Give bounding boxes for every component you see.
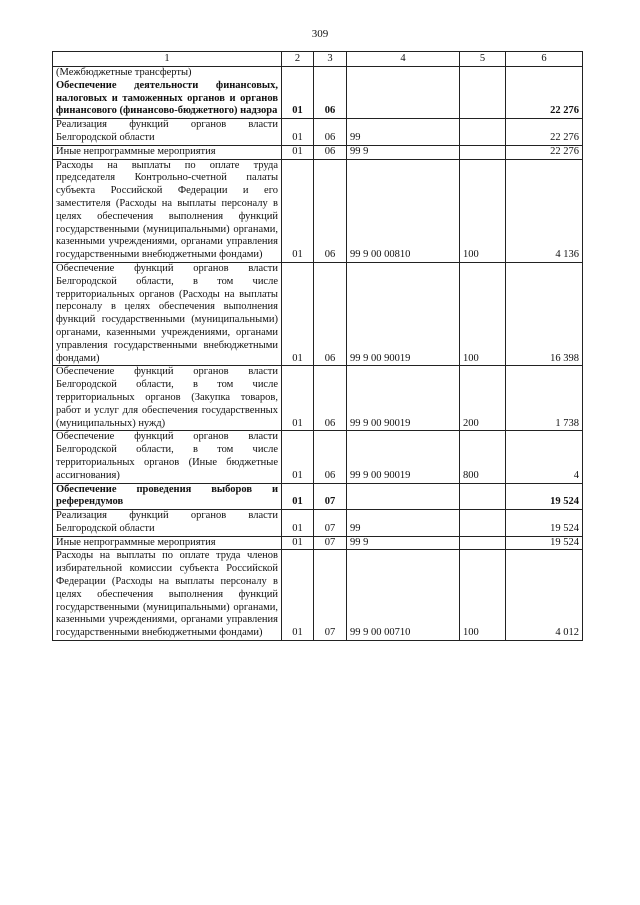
row-description [53,550,282,641]
row-c2-value: 01 [282,550,314,641]
row-description [53,262,282,365]
row-c3-value: 07 [314,550,347,641]
row-c6-value: 22 276 [506,119,583,146]
row-c2-value: 01 [282,159,314,262]
row-c3-value: 07 [314,483,347,510]
row-c4-value: 99 [347,119,460,146]
row-c4-value: 99 9 [347,536,460,550]
row-c5-value: 800 [460,431,506,483]
row-c6-value: 4 012 [506,550,583,641]
row-c6-value: 4 136 [506,159,583,262]
row-c4-value: 99 [347,510,460,537]
description-text: Обеспечение функций органов власти Белгородской области, в том числе территориальных органов (Расходы на выплаты персоналу в целях обеспечения выполнения функций государственными (муниципальными) органами, казенными учреждениями, органами управления государственными внебюджетными фондами) [56,262,278,364]
row-description [53,145,282,159]
row-c5-value [460,483,506,510]
row-c4-value: 99 9 00 00810 [347,159,460,262]
table-header-row [53,52,583,67]
description-text: Обеспечение функций органов власти Белгородской области, в том числе территориальных органов (Иные бюджетные ассигнования) [56,431,278,481]
row-description [53,366,282,431]
row-c2-value: 01 [282,536,314,550]
row-c4-value: 99 9 00 90019 [347,262,460,365]
row-c3-value: 07 [314,510,347,537]
row-c2-value: 01 [282,431,314,483]
table-row [53,262,583,365]
table-row [53,119,583,146]
table-row [53,431,583,483]
description-text: Реализация функций органов власти Белгородской области [56,119,278,143]
page-number: 309 [311,28,329,40]
row-c3-value: 07 [314,536,347,550]
row-c6-value: 1 738 [506,366,583,431]
row-c3-value: 06 [314,431,347,483]
row-c2-value: 01 [282,262,314,365]
row-c4-value [347,483,460,510]
row-c2-value: 01 [282,119,314,146]
row-c4-value: 99 9 00 90019 [347,431,460,483]
row-description [53,536,282,550]
description-text: Иные непрограммные мероприятия [56,536,216,548]
table-row [53,67,583,119]
column-header: 3 [314,52,347,67]
table-row [53,483,583,510]
table-row [53,145,583,159]
column-header: 2 [282,52,314,67]
row-c5-value: 100 [460,550,506,641]
row-description [53,510,282,537]
row-description [53,119,282,146]
row-c5-value [460,67,506,119]
row-c4-value: 99 9 [347,145,460,159]
description-text: Расходы на выплаты по оплате труда членов избирательной комиссии субъекта Российской Федерации (Расходы на выплаты персоналу в целях обеспечения выполнения функций государственными (муниципальными) органами, казенными учреждениями, органами управления государственными внебюджетными фондами) [56,550,278,639]
table-row [53,510,583,537]
row-c6-value: 4 [506,431,583,483]
row-c6-value: 19 524 [506,483,583,510]
description-text: Обеспечение деятельности финансовых, налоговых и таможенных органов и органов финансового (финансово-бюджетного) надзора [56,79,278,117]
row-description [53,67,282,119]
row-c5-value [460,510,506,537]
table-row [53,159,583,262]
row-c6-value: 16 398 [506,262,583,365]
row-c6-value: 22 276 [506,145,583,159]
description-text: Расходы на выплаты по оплате труда председателя Контрольно-счетной палаты субъекта Российской Федерации и его заместителя (Расходы на выплаты персоналу в целях обеспечения выполнения функций государственными (муниципальными) органами, казенными учреждениями, органами управления государственными внебюджетными фондами) [56,159,278,261]
row-c6-value: 22 276 [506,67,583,119]
table-row [53,366,583,431]
row-c5-value [460,145,506,159]
row-c5-value: 100 [460,159,506,262]
column-header: 1 [53,52,282,67]
column-header: 5 [460,52,506,67]
row-c4-value: 99 9 00 90019 [347,366,460,431]
row-c3-value: 06 [314,159,347,262]
row-c6-value: 19 524 [506,510,583,537]
row-c5-value [460,536,506,550]
row-description [53,159,282,262]
row-c3-value: 06 [314,67,347,119]
row-description [53,431,282,483]
row-c3-value: 06 [314,262,347,365]
column-header: 4 [347,52,460,67]
row-c2-value: 01 [282,366,314,431]
description-text: Иные непрограммные мероприятия [56,145,216,157]
row-c3-value: 06 [314,145,347,159]
row-c2-value: 01 [282,67,314,119]
row-c6-value: 19 524 [506,536,583,550]
column-header: 6 [506,52,583,67]
row-c3-value: 06 [314,366,347,431]
description-text: Обеспечение проведения выборов и референдумов [56,483,278,508]
row-description [53,483,282,510]
row-c5-value [460,119,506,146]
table-row [53,550,583,641]
description-text: (Межбюджетные трансферты) [56,67,192,78]
row-c4-value: 99 9 00 00710 [347,550,460,641]
row-c3-value: 06 [314,119,347,146]
row-c4-value [347,67,460,119]
row-c2-value: 01 [282,483,314,510]
budget-table [52,51,583,641]
description-text: Обеспечение функций органов власти Белгородской области, в том числе территориальных органов (Закупка товаров, работ и услуг для обеспечения государственных (муниципальных) нужд) [56,366,278,429]
row-c5-value: 200 [460,366,506,431]
row-c5-value: 100 [460,262,506,365]
table-row [53,536,583,550]
row-c2-value: 01 [282,145,314,159]
description-text: Реализация функций органов власти Белгородской области [56,510,278,534]
row-c2-value: 01 [282,510,314,537]
